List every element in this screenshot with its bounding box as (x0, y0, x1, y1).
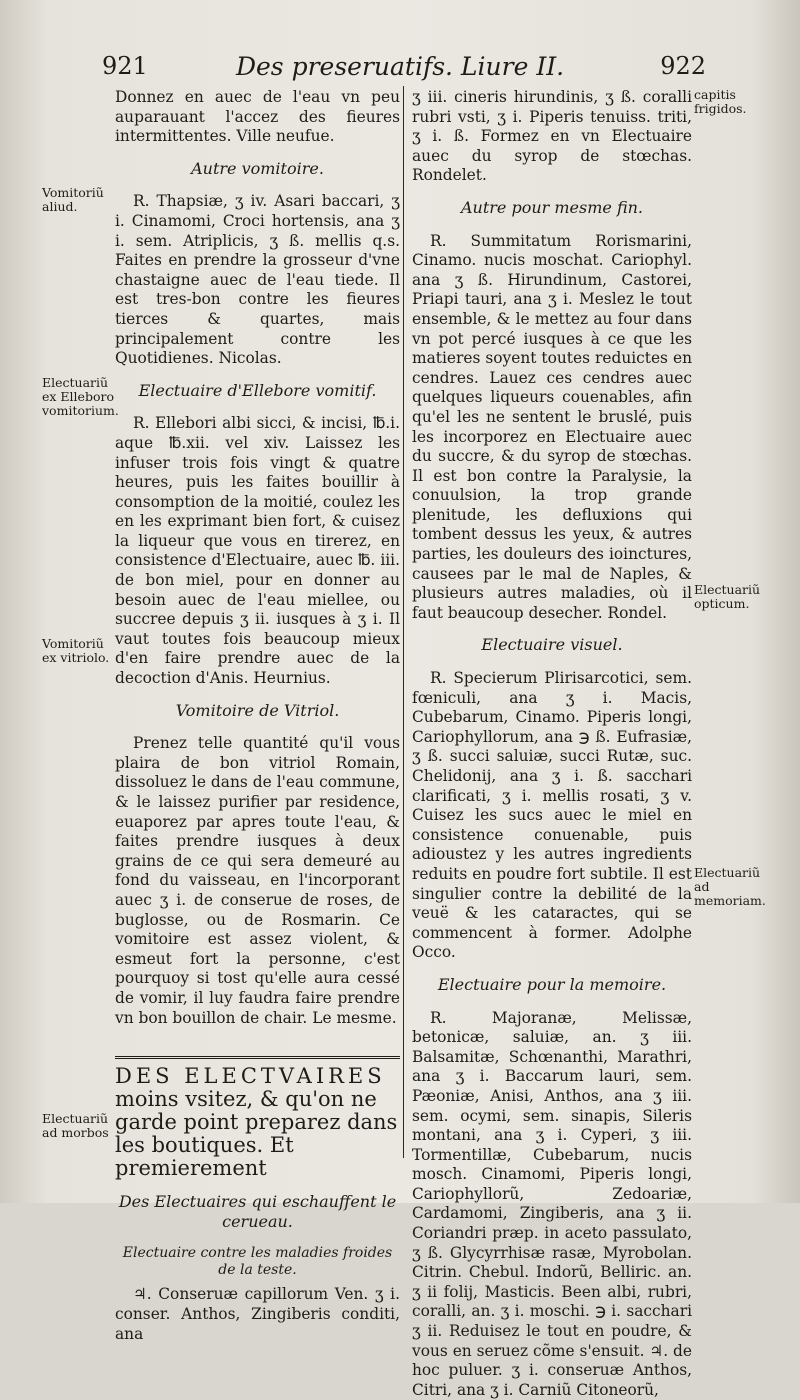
heading-maladies-froides: Electuaire contre les maladies froides de la teste. (122, 1245, 393, 1279)
continued-paragraph: ʒ iii. cineris hirundinis, ʒ ß. coralli rubri vsti, ʒ i. Piperis tenuiss. triti, ʒ i. ß. Formez en vn Electuaire auec du syrop de stœchas. Rondelet. (412, 88, 692, 185)
heading-visuel: Electuaire visuel. (481, 635, 623, 655)
margin-note-morbos: Electuariũ ad morbos (42, 1111, 109, 1140)
recipe-thapsiae: R. Thapsiæ, ʒ iv. Asari baccari, ʒ i. Cinamomi, Croci hortensis, ana ʒ i. sem. Atriplicis, ʒ ß. mellis q.s. Faites en prendre la grosseur d'vne chastaigne auec de l'eau tiede. Il est tres-bon contre les fieures tierces & quartes, mais principalement contre les Quotidienes. Nicolas. (115, 192, 400, 368)
column-divider (403, 86, 404, 1158)
margin-note-vomitorium-aliud: Vomitoriũ aliud. (42, 185, 104, 214)
page-number-right: 922 (660, 52, 706, 80)
running-title: Des preseruatifs. Liure II. (235, 52, 565, 81)
heading-mesme-fin: Autre pour mesme fin. (460, 197, 644, 217)
heading-cerueau: Des Electuaires qui eschauffent le cerueau. (118, 1192, 397, 1231)
recipe-visuel: R. Specierum Plirisarcotici, sem. fœniculi, ana ʒ i. Macis, Cubebarum, Cinamo. Piperis longi, Cariophyllorum, ana ℈ ß. Eufrasiæ, ʒ ß. succi saluiæ, succi Rutæ, suc. Chelidonij, ana ʒ i. ß. sacchari clarificati, ʒ i. mellis rosati, ʒ v. Cuisez les sucs auec le miel en consistence conuenable, puis adioustez y les autres ingredients reduits en poudre fort subtile. Il est singulier contre la debilité de la veuë & les cataractes, qui se commencent à former. Adolphe Occo. (412, 669, 692, 962)
right-column (412, 88, 692, 1400)
margin-note-vitriolo: Vomitoriũ ex vitriolo. (42, 636, 110, 665)
left-column (115, 88, 400, 1344)
section-title-rest: moins vsitez, & qu'on ne garde point preparez dans les boutiques. Et premierement (115, 1087, 398, 1181)
margin-note-ellebore: Electuariũ ex Elleboro vomitorium. (42, 375, 119, 418)
recipe-rorismarini: R. Summitatum Rorismarini, Cinamo. nucis moschat. Cariophyl. ana ʒ ß. Hirundinum, Castorei, Priapi tauri, ana ʒ i. Meslez le tout ensemble, & le mettez au four dans vn pot percé iusques à ce que les matieres soyent toutes reduictes en cendres. Lauez ces cendres auec quelques liqueurs couenables, afin qu'el les ne sentent le bruslé, puis les incorporez en Electuaire auec du succre, & du syrop de stœchas. Il est bon contre la Paralysie, la conuulsion, la trop grande plenitude, les defluxions qui tombent dessus les yeux, & autres parties, les douleurs des ioinctures, causees par le mal de Naples, & plusieurs autres maladies, où il faut beaucoup desecher. Rondel. (412, 231, 692, 622)
section-title (115, 1065, 400, 1180)
heading-ellebore: Electuaire d'Ellebore vomitif. (138, 380, 377, 400)
recipe-memoire: R. Majoranæ, Melissæ, betonicæ, saluiæ, an. ʒ iii. Balsamitæ, Schœnanthi, Marathri, ana ʒ i. Baccarum lauri, sem. Pæoniæ, Anisi, Anthos, ana ʒ iii. sem. ocymi, sem. sinapis, Sileris montani, ana ʒ i. Cyperi, ʒ iii. Tormentillæ, Cubebarum, nucis mosch. Cinamomi, Piperis longi, Cariophyllorũ, Zedoariæ, Cardamomi, Zingiberis, ana ʒ ii. Coriandri præp. in aceto passulato, ʒ ß. Glycyrrhisæ rasæ, Myrobolan. Citrin. Chebul. Indorũ, Belliric. an. ʒ ii folij, Masticis. Been albi, rubri, coralli, an. ʒ i. moschi. ℈ i. sacchari ʒ ii. Reduisez le tout en poudre, & vous en seruez cõme s'ensuit. ♃. de hoc puluer. ʒ i. conseruæ Anthos, Citri, ana ʒ i. Carniũ Citoneorũ, (412, 1008, 692, 1399)
margin-note-capitis: capitis frigidos. (694, 87, 747, 116)
section-title-caps: DES ELECTVAIRES (115, 1064, 386, 1089)
heading-memoire: Electuaire pour la memoire. (437, 974, 667, 994)
margin-note-opticum: Electuariũ opticum. (694, 582, 761, 611)
recipe-ellebore: R. Ellebori albi sicci, & incisi, ℔.i. aque ℔.xii. vel xiv. Laissez les infuser trois fois vingt & quatre heures, puis les faites bouillir à consomption de la moitié, coulez les en les exprimant bien fort, & cuisez la liqueur que vous en tirerez, en consistence d'Electuaire, auec ℔. iii. de bon miel, pour en donner au besoin auec de l'eau miellee, ou succree depuis ʒ ii. iusques à ʒ i. Il vaut toutes fois beaucoup mieux d'en faire prendre auec de la decoction d'Anis. Heurnius. (115, 414, 400, 688)
heading-vitriol: Vomitoire de Vitriol. (175, 700, 340, 720)
page-number-left: 921 (102, 52, 148, 80)
recipe-vitriol: Prenez telle quantité qu'il vous plaira de bon vitriol Romain, dissoluez le dans de l'eau commune, & le laissez purifier par residence, euaporez par apres toute l'eau, & faites prendre iusques à deux grains de ce qui sera demeuré au fond du vaisseau, en l'incorporant auec ʒ i. de conserue de roses, de buglosse, ou de Rosmarin. Ce vomitoire est assez violent, & esmeut fort la personne, c'est pourquoy si tost qu'elle aura cessé de vomir, il luy faudra faire prendre vn bon bouillon de chair. Le mesme. (115, 734, 400, 1027)
heading-autre-vomitoire: Autre vomitoire. (191, 158, 324, 178)
recipe-conserue: ♃. Conseruæ capillorum Ven. ʒ i. conser. Anthos, Zingiberis conditi, ana (115, 1285, 400, 1343)
intro-paragraph: Donnez en auec de l'eau vn peu auparauant l'accez des fieures intermittentes. Ville neufue. (115, 88, 400, 146)
page-header (96, 52, 704, 84)
margin-note-memoriam: Electuariũ ad memoriam. (694, 865, 766, 908)
section-rule (115, 1056, 400, 1059)
